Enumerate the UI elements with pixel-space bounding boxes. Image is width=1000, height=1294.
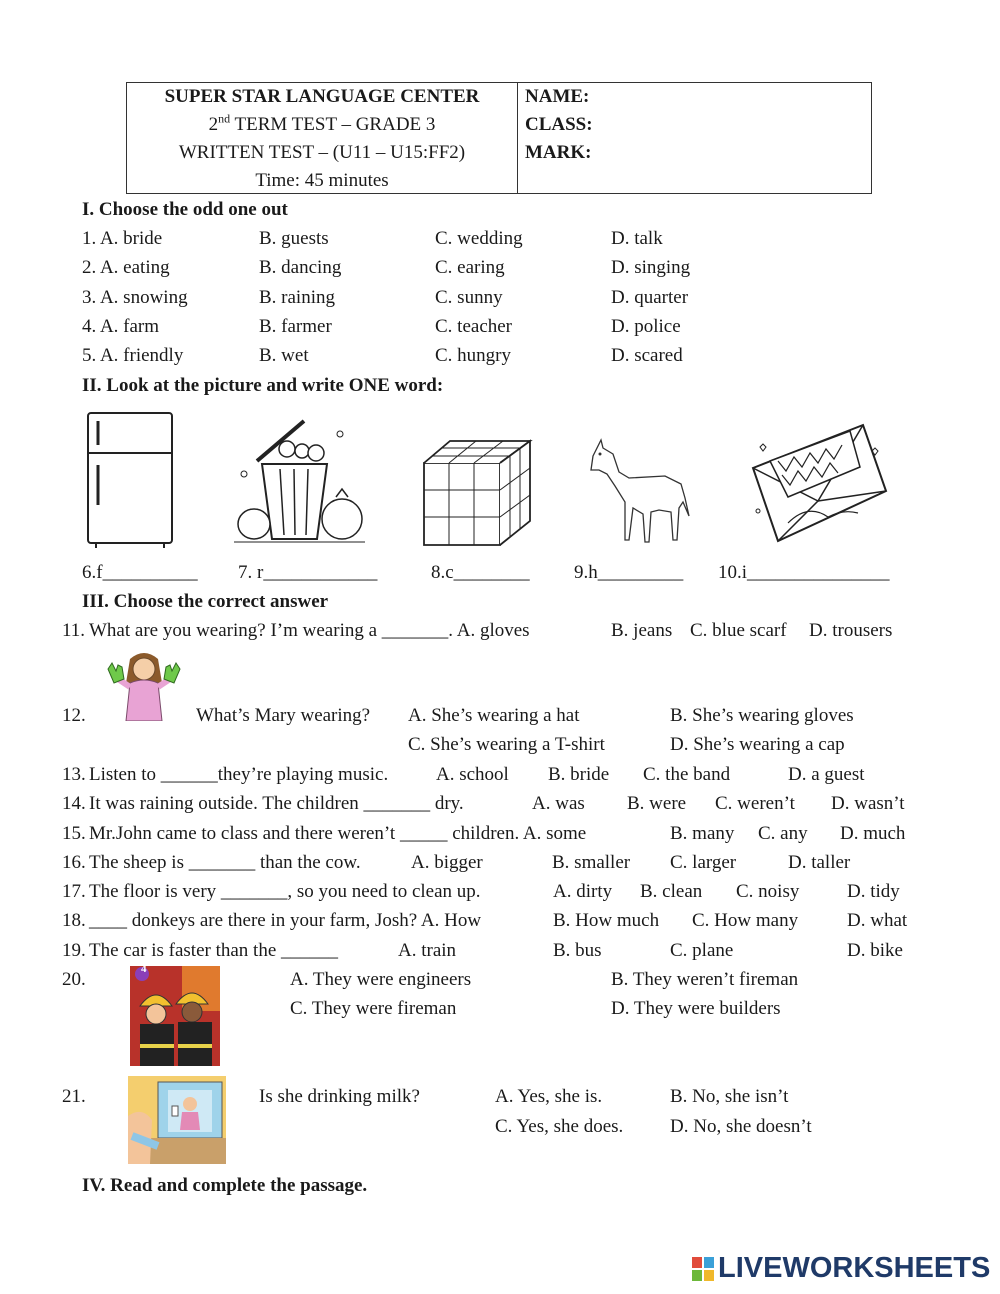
q19-option-c[interactable]: C. plane xyxy=(670,940,734,961)
q2-option-d[interactable]: D. singing xyxy=(611,257,691,278)
q14-option-b[interactable]: B. were xyxy=(627,793,687,814)
q17-option-a[interactable]: A. dirty xyxy=(553,881,613,902)
q4-option-b[interactable]: B. farmer xyxy=(259,316,332,337)
q3-option-c[interactable]: C. sunny xyxy=(435,287,503,308)
q2-option-b[interactable]: B. dancing xyxy=(259,257,342,278)
q14-text: It was raining outside. The children _______ dry. xyxy=(89,793,464,814)
horse-icon xyxy=(585,432,693,547)
q15-option-c[interactable]: C. any xyxy=(758,823,808,844)
q6-answer-blank[interactable]: 6.f__________ xyxy=(82,562,198,583)
q17-option-d[interactable]: D. tidy xyxy=(847,881,900,902)
q11-number: 11. xyxy=(62,620,86,641)
q21-text: Is she drinking milk? xyxy=(259,1086,420,1107)
q15-text: Mr.John came to class and there weren’t _____ children. A. some xyxy=(89,823,587,844)
q3-option-b[interactable]: B. raining xyxy=(259,287,335,308)
q3-option-d[interactable]: D. quarter xyxy=(611,287,689,308)
q1-option-c[interactable]: C. wedding xyxy=(435,228,523,249)
q4-option-c[interactable]: C. teacher xyxy=(435,316,513,337)
q16-option-b[interactable]: B. smaller xyxy=(552,852,631,873)
name-label: NAME: xyxy=(525,86,590,107)
invitation-icon xyxy=(748,413,888,551)
class-label: CLASS: xyxy=(525,114,593,135)
q11-option-c[interactable]: C. blue scarf xyxy=(690,620,787,641)
section3-title: III. Choose the correct answer xyxy=(82,591,329,612)
written-test-title: WRITTEN TEST – (U11 – U15:FF2) xyxy=(178,142,466,163)
q11-option-d[interactable]: D. trousers xyxy=(809,620,893,641)
q14-option-c[interactable]: C. weren’t xyxy=(715,793,795,814)
liveworksheets-logo[interactable]: LIVEWORKSHEETS xyxy=(718,1252,991,1284)
girl-milk-picture xyxy=(128,1076,226,1164)
fridge-icon xyxy=(84,409,176,549)
q18-number: 18. xyxy=(62,910,86,931)
q19-number: 19. xyxy=(62,940,86,961)
q1-option-b[interactable]: B. guests xyxy=(259,228,329,249)
q5-option-d[interactable]: D. scared xyxy=(611,345,683,366)
q4-option-a[interactable]: 4. A. farm xyxy=(82,316,160,337)
q2-option-c[interactable]: C. earing xyxy=(435,257,505,278)
q20-option-a[interactable]: A. They were engineers xyxy=(290,969,472,990)
q15-option-d[interactable]: D. much xyxy=(840,823,906,844)
q16-option-d[interactable]: D. taller xyxy=(788,852,851,873)
q13-option-b[interactable]: B. bride xyxy=(548,764,610,785)
q18-option-b[interactable]: B. How much xyxy=(553,910,660,931)
q11-option-b[interactable]: B. jeans xyxy=(611,620,673,641)
q20-option-c[interactable]: C. They were fireman xyxy=(290,998,457,1019)
section2-title: II. Look at the picture and write ONE word: xyxy=(82,375,444,396)
q18-text: ____ donkeys are there in your farm, Josh? A. How xyxy=(89,910,482,931)
q19-option-b[interactable]: B. bus xyxy=(553,940,602,961)
q4-option-d[interactable]: D. police xyxy=(611,316,681,337)
section4-title: IV. Read and complete the passage. xyxy=(82,1175,368,1196)
q14-number: 14. xyxy=(62,793,86,814)
liveworksheets-logo-icon xyxy=(692,1257,714,1281)
q20-option-b[interactable]: B. They weren’t fireman xyxy=(611,969,799,990)
q12-option-c[interactable]: C. She’s wearing a T-shirt xyxy=(408,734,605,755)
mark-label: MARK: xyxy=(525,142,592,163)
q10-answer-blank[interactable]: 10.i_______________ xyxy=(718,562,890,583)
q14-option-a[interactable]: A. was xyxy=(532,793,585,814)
q17-option-b[interactable]: B. clean xyxy=(640,881,703,902)
q13-option-a[interactable]: A. school xyxy=(436,764,509,785)
school-name: SUPER STAR LANGUAGE CENTER xyxy=(164,86,480,107)
q21-option-a[interactable]: A. Yes, she is. xyxy=(495,1086,603,1107)
q13-number: 13. xyxy=(62,764,86,785)
firefighters-picture xyxy=(130,966,220,1066)
q13-option-c[interactable]: C. the band xyxy=(643,764,731,785)
q9-answer-blank[interactable]: 9.h_________ xyxy=(574,562,684,583)
q5-option-c[interactable]: C. hungry xyxy=(435,345,511,366)
q13-option-d[interactable]: D. a guest xyxy=(788,764,865,785)
q18-option-c[interactable]: C. How many xyxy=(692,910,799,931)
time-label: Time: 45 minutes xyxy=(255,170,389,191)
q1-option-a[interactable]: 1. A. bride xyxy=(82,228,163,249)
q8-answer-blank[interactable]: 8.c________ xyxy=(431,562,530,583)
q7-answer-blank[interactable]: 7. r____________ xyxy=(238,562,378,583)
q16-text: The sheep is _______ than the cow. xyxy=(89,852,361,873)
q16-option-c[interactable]: C. larger xyxy=(670,852,737,873)
q16-number: 16. xyxy=(62,852,86,873)
q5-option-a[interactable]: 5. A. friendly xyxy=(82,345,184,366)
q17-text: The floor is very _______, so you need to clean up. xyxy=(89,881,481,902)
q3-option-a[interactable]: 3. A. snowing xyxy=(82,287,188,308)
q21-option-c[interactable]: C. Yes, she does. xyxy=(495,1116,624,1137)
q18-option-d[interactable]: D. what xyxy=(847,910,908,931)
q5-option-b[interactable]: B. wet xyxy=(259,345,309,366)
term-test-title: 2nd TERM TEST – GRADE 3 xyxy=(208,111,436,135)
q19-option-d[interactable]: D. bike xyxy=(847,940,903,961)
q17-number: 17. xyxy=(62,881,86,902)
q14-blank[interactable]: _____ xyxy=(382,793,431,814)
q16-option-a[interactable]: A. bigger xyxy=(411,852,483,873)
q12-option-a[interactable]: A. She’s wearing a hat xyxy=(408,705,580,726)
q15-blank[interactable]: _ xyxy=(437,823,448,844)
header-box xyxy=(126,82,872,194)
q20-picture-badge: 4 xyxy=(141,963,147,975)
q17-option-c[interactable]: C. noisy xyxy=(736,881,800,902)
q13-text: Listen to ______they’re playing music. xyxy=(89,764,389,785)
q20-number: 20. xyxy=(62,969,86,990)
mary-gloves-picture xyxy=(104,649,184,721)
cube-icon xyxy=(420,437,535,549)
q12-number: 12. xyxy=(62,705,86,726)
q20-option-d[interactable]: D. They were builders xyxy=(611,998,781,1019)
q21-option-b[interactable]: B. No, she isn’t xyxy=(670,1086,789,1107)
q14-option-d[interactable]: D. wasn’t xyxy=(831,793,905,814)
q15-option-b[interactable]: B. many xyxy=(670,823,735,844)
header-divider xyxy=(517,83,518,193)
q2-option-a[interactable]: 2. A. eating xyxy=(82,257,170,278)
q12-option-b[interactable]: B. She’s wearing gloves xyxy=(670,705,854,726)
q19-option-a[interactable]: A. train xyxy=(398,940,457,961)
rubbish-bin-icon xyxy=(232,409,367,549)
section1-title: I. Choose the odd one out xyxy=(82,199,288,220)
q15-number: 15. xyxy=(62,823,86,844)
q11-text: What are you wearing? I’m wearing a _______. A. gloves xyxy=(89,620,530,641)
q1-option-d[interactable]: D. talk xyxy=(611,228,663,249)
q12-text: What’s Mary wearing? xyxy=(196,705,371,726)
q19-text: The car is faster than the ______ xyxy=(89,940,339,961)
q21-number: 21. xyxy=(62,1086,86,1107)
q12-option-d[interactable]: D. She’s wearing a cap xyxy=(670,734,845,755)
q21-option-d[interactable]: D. No, she doesn’t xyxy=(670,1116,812,1137)
